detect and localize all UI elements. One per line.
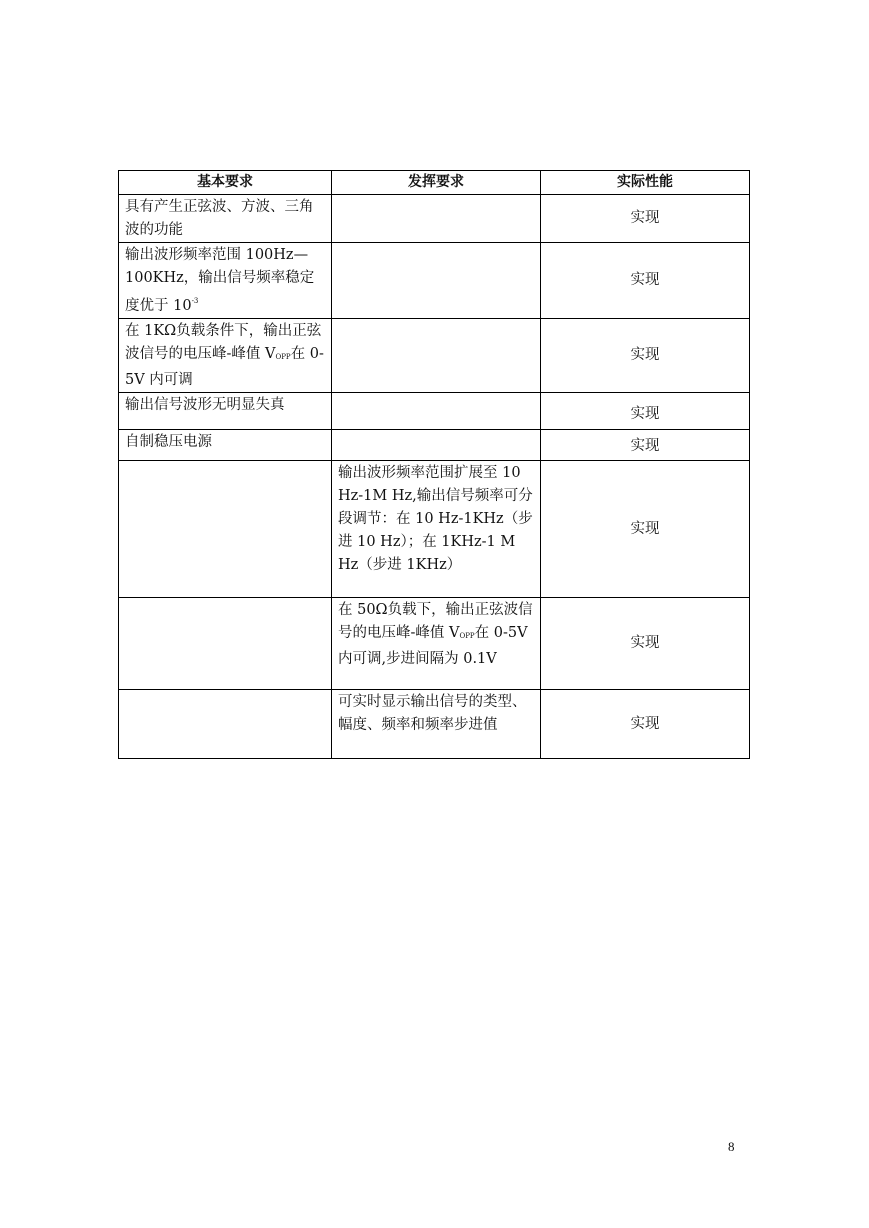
extended-requirement-text-tail: 在 0-5V 内可调,步进间隔为 0.1V — [338, 625, 528, 667]
requirements-table — [118, 170, 750, 759]
basic-requirement-cell — [119, 319, 332, 393]
basic-requirement-cell — [119, 598, 332, 690]
extended-requirement-cell: 输出波形频率范围扩展至 10 Hz-1M Hz,输出信号频率可分段调节：在 10 Hz-1KHz（步进 10 Hz）；在 1KHz-1 M Hz（步进 1KHz） — [332, 461, 541, 598]
basic-requirement-cell: 自制稳压电源 — [119, 430, 332, 461]
performance-cell: 实现 — [541, 461, 750, 598]
basic-requirement-cell: 具有产生正弦波、方波、三角波的功能 — [119, 195, 332, 243]
table-row — [119, 319, 750, 393]
page-number: 8 — [728, 1139, 735, 1154]
extended-requirement-cell — [332, 195, 541, 243]
table-row — [119, 598, 750, 690]
performance-cell: 实现 — [541, 195, 750, 243]
basic-requirement-cell: 输出信号波形无明显失真 — [119, 393, 332, 430]
extended-requirement-cell — [332, 243, 541, 319]
header-extended-requirements: 发挥要求 — [332, 171, 541, 195]
table-row — [119, 393, 750, 430]
voltage-subscript: OPP — [459, 632, 475, 640]
voltage-subscript: OPP — [275, 353, 291, 361]
extended-requirement-cell — [332, 319, 541, 393]
table-row — [119, 430, 750, 461]
extended-requirement-cell — [332, 393, 541, 430]
table-row — [119, 195, 750, 243]
table-row — [119, 461, 750, 598]
performance-cell: 实现 — [541, 430, 750, 461]
table-header-row — [119, 171, 750, 195]
extended-requirement-text: 在 50Ω负载下，输出正弦波信号的电压峰-峰值 V — [338, 602, 533, 641]
exponent-superscript: -3 — [191, 297, 199, 305]
performance-cell: 实现 — [541, 690, 750, 759]
performance-cell: 实现 — [541, 243, 750, 319]
extended-requirement-cell — [332, 430, 541, 461]
basic-requirement-text: 在 1KΩ负载条件下，输出正弦波信号的电压峰-峰值 V — [125, 323, 322, 362]
basic-requirement-cell — [119, 461, 332, 598]
performance-cell: 实现 — [541, 393, 750, 430]
basic-requirement-text: 输出波形频率范围 100Hz—100KHz，输出信号频率稳定度优于 10 — [125, 247, 315, 314]
basic-requirement-cell — [119, 690, 332, 759]
table-row — [119, 243, 750, 319]
header-basic-requirements: 基本要求 — [119, 171, 332, 195]
header-actual-performance: 实际性能 — [541, 171, 750, 195]
extended-requirement-cell — [332, 598, 541, 690]
performance-cell: 实现 — [541, 319, 750, 393]
table-row — [119, 690, 750, 759]
performance-cell: 实现 — [541, 598, 750, 690]
basic-requirement-text-tail: 在 0-5V 内可调 — [125, 346, 324, 388]
basic-requirement-cell — [119, 243, 332, 319]
extended-requirement-cell: 可实时显示输出信号的类型、幅度、频率和频率步进值 — [332, 690, 541, 759]
